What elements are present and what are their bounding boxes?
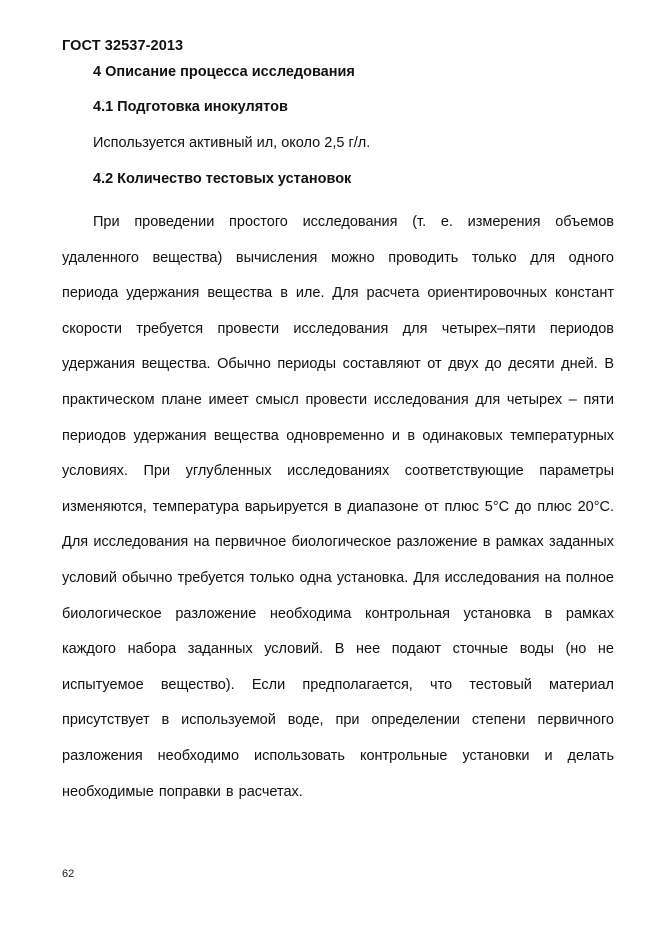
document-id: ГОСТ 32537-2013	[62, 38, 184, 54]
units-paragraph: При проведении простого исследования (т. е. измерения объемов удаленного вещества) вычисления можно проводить только для одного периода удержания вещества в иле. Для расчета ориентировочных констант скорости требуется провести исследования для четырех–пяти периодов удержания вещества. Обычно периоды составляют от двух до десяти дней. В практическом плане имеет смысл провести исследования для четырех – пяти периодов удержания вещества одновременно и в одинаковых температурных условиях. При углубленных исследованиях соответствующие параметры изменяются, температура варьируется в диапазоне от плюс 5°С до плюс 20°С. Для исследования на первичное биологическое разложение в рамках заданных условий обычно требуется только одна установка. Для исследования на полное биологическое разложение необходима контрольная установка в рамках каждого набора заданных условий. В нее подают сточные воды (но не испытуемое вещество). Если предполагается, что тестовый материал присутствует в используемой воде, при определении степени первичного разложения необходимо использовать контрольные установки и делать необходимые поправки в расчетах.	[62, 214, 614, 800]
subsection-heading-units: 4.2 Количество тестовых установок	[93, 171, 352, 187]
inoculum-text: Используется активный ил, около 2,5 г/л.	[93, 135, 371, 151]
page-number: 62	[62, 868, 75, 880]
subsection-heading-inoculum: 4.1 Подготовка инокулятов	[93, 99, 288, 115]
section-heading: 4 Описание процесса исследования	[93, 64, 355, 80]
